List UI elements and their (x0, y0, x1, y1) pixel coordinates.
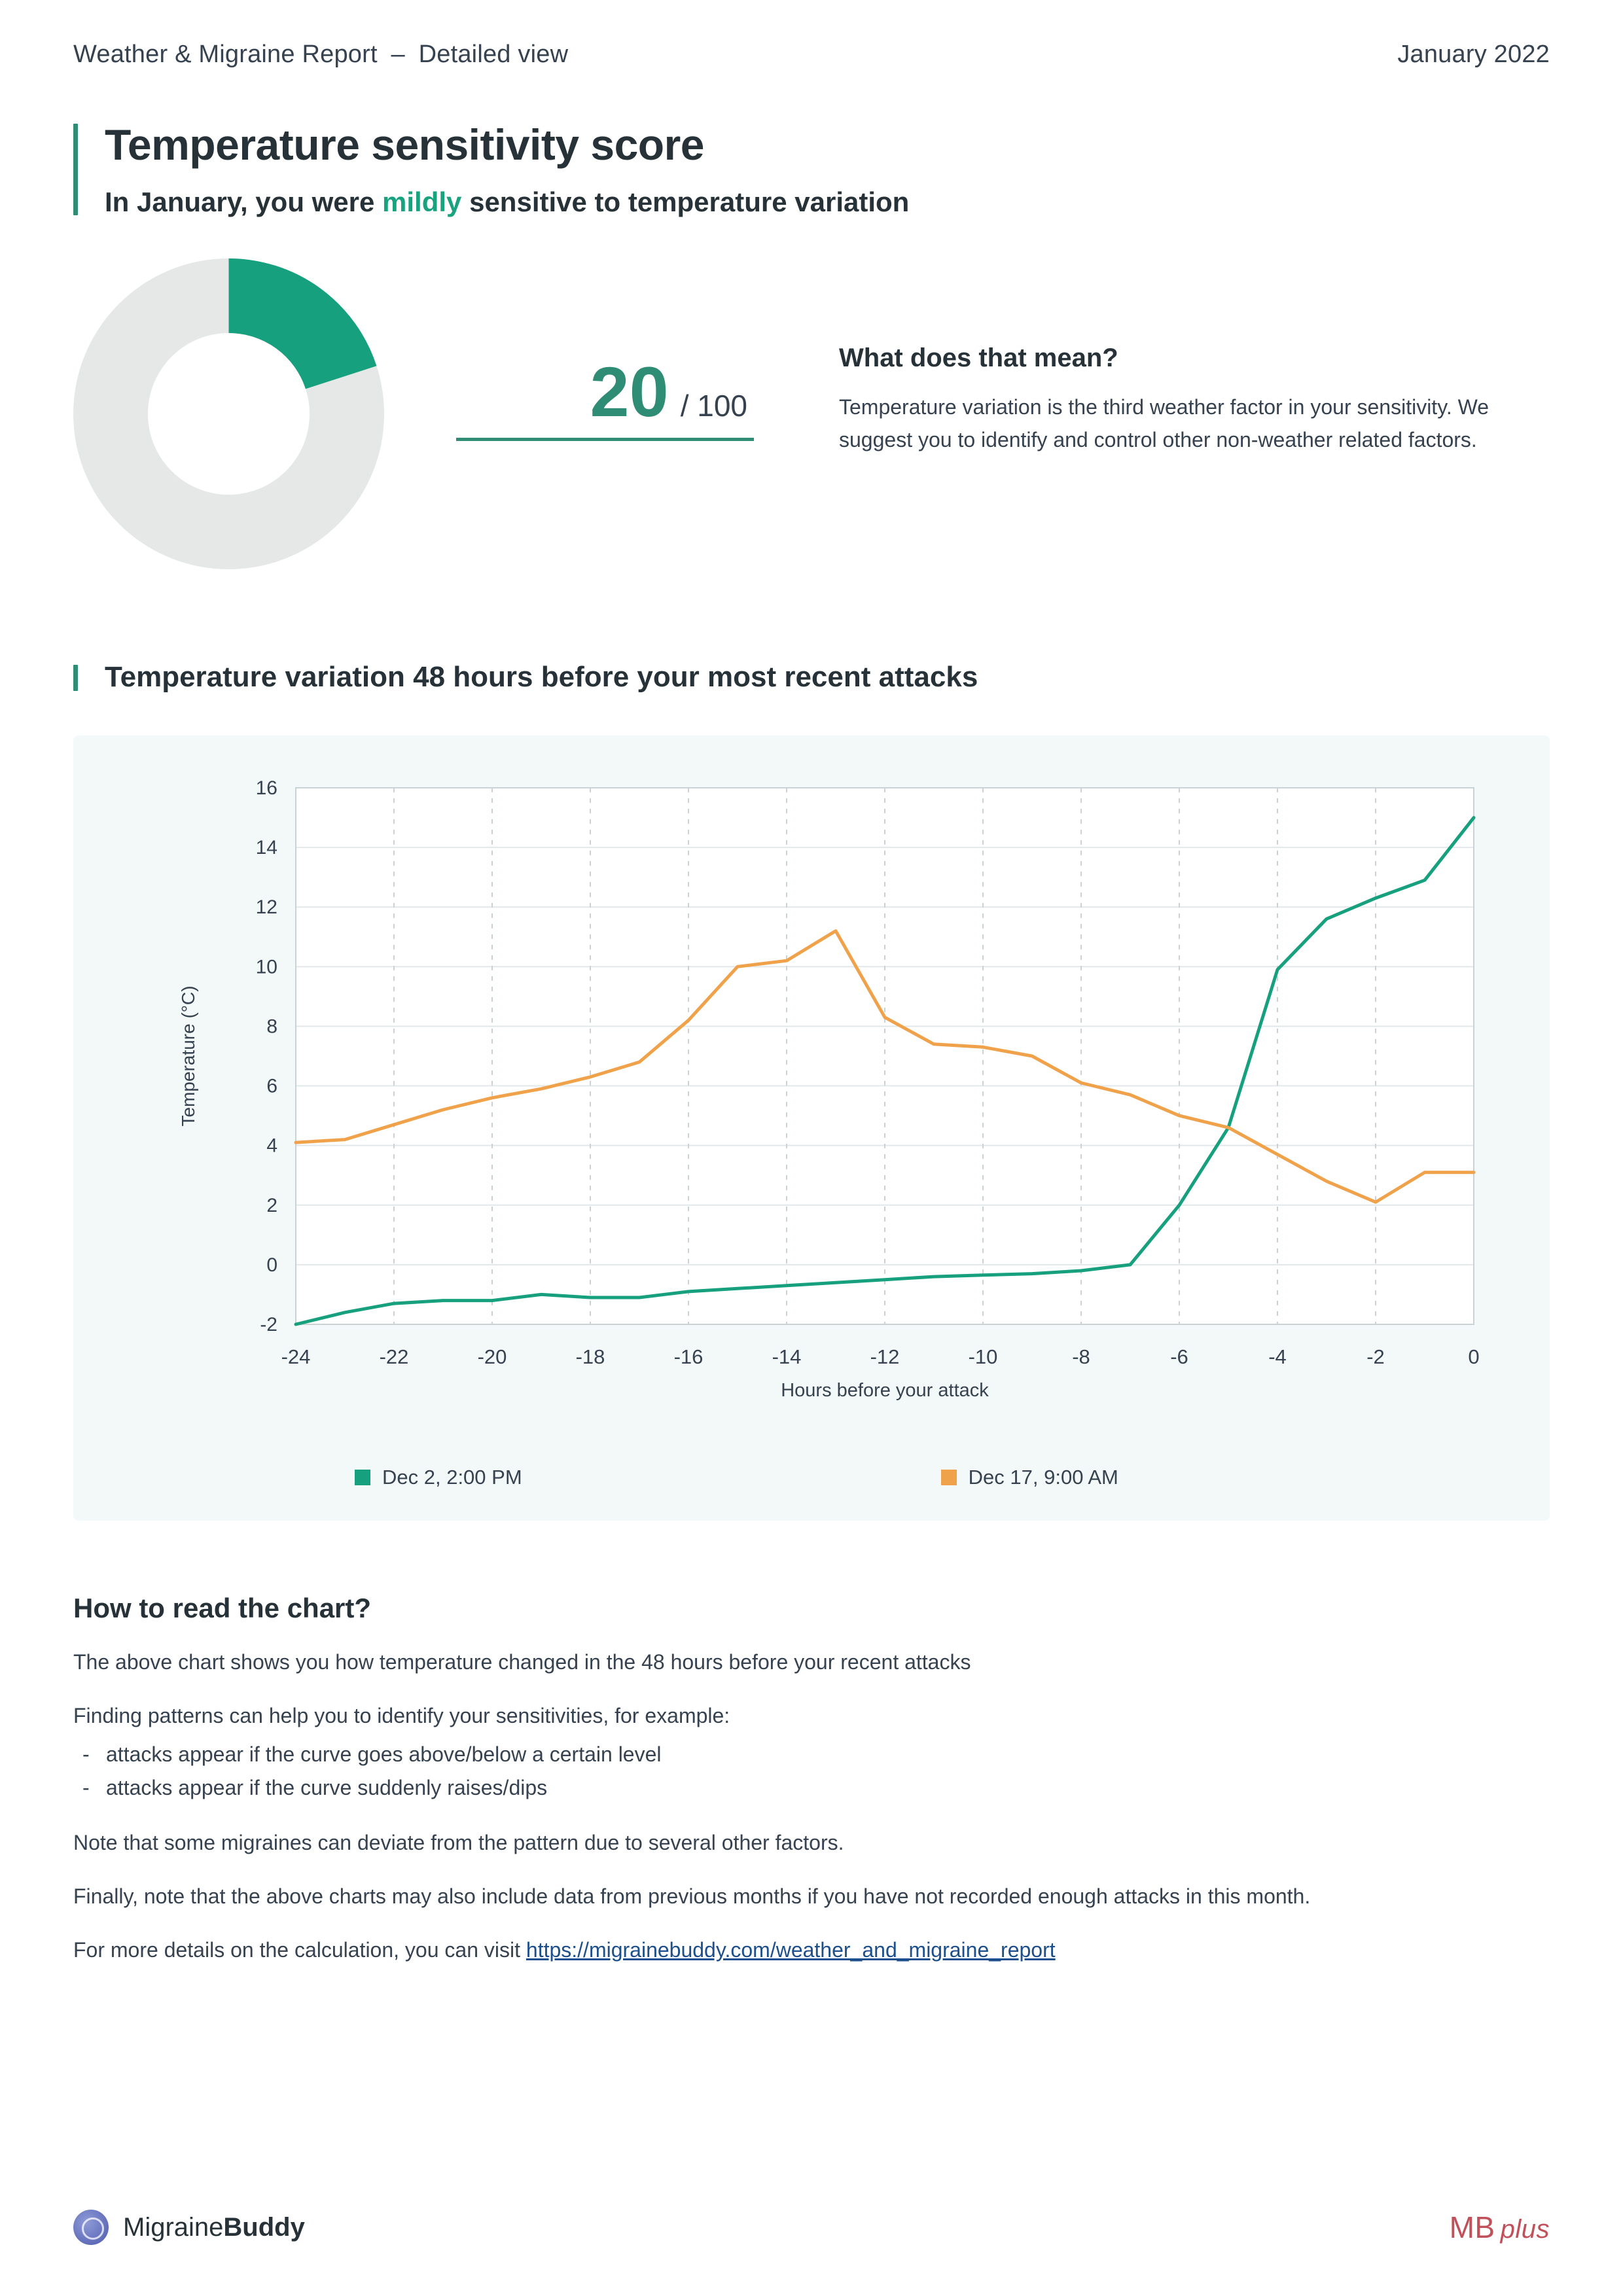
svg-text:10: 10 (255, 956, 277, 978)
svg-text:-20: -20 (477, 1345, 507, 1368)
explanation-title: What does that mean? (839, 344, 1118, 372)
chart-inner (73, 735, 1550, 1521)
svg-text:0: 0 (266, 1254, 277, 1276)
chart-y-axis-label: Temperature (°C) (178, 985, 198, 1127)
svg-text:-4: -4 (1268, 1345, 1287, 1368)
score-line (427, 352, 767, 431)
header-view-mode: Detailed view (418, 41, 569, 68)
document-footer (73, 2210, 1550, 2245)
score-value: 20 (590, 352, 669, 431)
svg-text:-24: -24 (281, 1345, 311, 1368)
header-period: January 2022 (1397, 41, 1550, 68)
explanation-body: Temperature variation is the third weather factor in your sensitivity. We suggest you to identify and control other non-weather related factors. (839, 395, 1489, 451)
score-row (73, 258, 1550, 569)
temperature-chart-card (73, 735, 1550, 1521)
svg-text:16: 16 (255, 777, 277, 799)
migraine-buddy-logo-icon (73, 2210, 109, 2245)
page-title: Temperature sensitivity score (105, 120, 705, 169)
how-to-read-p3: Note that some migraines can deviate from the pattern due to several other factors. (73, 1831, 844, 1855)
how-to-read-p5 (73, 1934, 1550, 1966)
brand-name-bold: Buddy (223, 2212, 305, 2242)
document-header (73, 0, 1550, 69)
how-to-read-section (73, 1593, 1550, 1966)
donut-svg (73, 258, 384, 569)
chart-heading-block (73, 661, 1550, 694)
score-subtitle (105, 186, 1550, 218)
mb-plus-plus: plus (1500, 2215, 1550, 2244)
svg-text:-8: -8 (1072, 1345, 1090, 1368)
svg-text:-16: -16 (673, 1345, 704, 1368)
svg-text:-22: -22 (379, 1345, 409, 1368)
how-to-read-p2: Finding patterns can help you to identify your sensitivities, for example: (73, 1704, 730, 1727)
legend-item-series-1 (355, 1466, 522, 1489)
legend-item-series-2 (941, 1466, 1118, 1489)
brand-logo (73, 2210, 305, 2245)
svg-text:2: 2 (266, 1194, 277, 1216)
subtitle-post: sensitive to temperature variation (461, 186, 910, 217)
svg-text:6: 6 (266, 1075, 277, 1097)
chart-x-axis-label: Hours before your attack (781, 1380, 989, 1401)
subtitle-highlight: mildly (382, 186, 462, 217)
how-to-read-bullets (73, 1738, 1550, 1805)
calculation-details-link[interactable]: https://migrainebuddy.com/weather_and_migraine_report (526, 1938, 1056, 1962)
how-to-read-p1: The above chart shows you how temperature changed in the 48 hours before your recent attacks (73, 1650, 971, 1674)
chart-heading: Temperature variation 48 hours before your most recent attacks (105, 661, 978, 693)
score-max: / 100 (680, 389, 747, 423)
mb-plus-logo (1450, 2210, 1550, 2245)
svg-text:-2: -2 (1366, 1345, 1385, 1368)
svg-text:12: 12 (255, 896, 277, 919)
svg-text:-18: -18 (575, 1345, 605, 1368)
brand-name-light: Migraine (123, 2212, 224, 2242)
legend-label: Dec 2, 2:00 PM (382, 1466, 522, 1489)
svg-text:4: 4 (266, 1135, 277, 1157)
how-to-read-title: How to read the chart? (73, 1593, 372, 1623)
subtitle-pre: In January, you were (105, 186, 383, 217)
legend-label: Dec 17, 9:00 AM (968, 1466, 1118, 1489)
mb-plus-mb: MB (1449, 2210, 1495, 2244)
svg-text:0: 0 (1468, 1345, 1480, 1368)
list-item: - attacks appear if the curve goes above/below a certain level (73, 1738, 1550, 1771)
explanation-block (839, 258, 1533, 456)
temperature-line-chart (73, 735, 1550, 1521)
score-underline (456, 438, 754, 441)
how-to-read-p5-text: For more details on the calculation, you can visit (73, 1938, 526, 1962)
svg-text:8: 8 (266, 1016, 277, 1038)
svg-text:-6: -6 (1170, 1345, 1188, 1368)
svg-text:-10: -10 (968, 1345, 998, 1368)
legend-swatch-icon (941, 1470, 957, 1485)
report-title: Weather & Migraine Report (73, 41, 378, 68)
header-left (73, 41, 568, 69)
chart-legend (73, 1466, 1550, 1489)
chart-grid (296, 788, 1474, 1324)
how-to-read-p4: Finally, note that the above charts may also include data from previous months if you have not recorded enough attacks in this month. (73, 1884, 1311, 1909)
list-item: - attacks appear if the curve suddenly raises/dips (73, 1771, 1550, 1805)
score-donut-chart (73, 258, 384, 569)
score-title-block (73, 120, 1550, 218)
donut-wrap (73, 258, 420, 569)
brand-name (123, 2213, 305, 2242)
header-separator: – (391, 41, 405, 68)
svg-text:-14: -14 (772, 1345, 802, 1368)
svg-text:-2: -2 (260, 1314, 277, 1335)
legend-swatch-icon (355, 1470, 370, 1485)
score-readout (427, 352, 767, 441)
svg-text:14: 14 (255, 837, 277, 859)
svg-text:-12: -12 (870, 1345, 900, 1368)
